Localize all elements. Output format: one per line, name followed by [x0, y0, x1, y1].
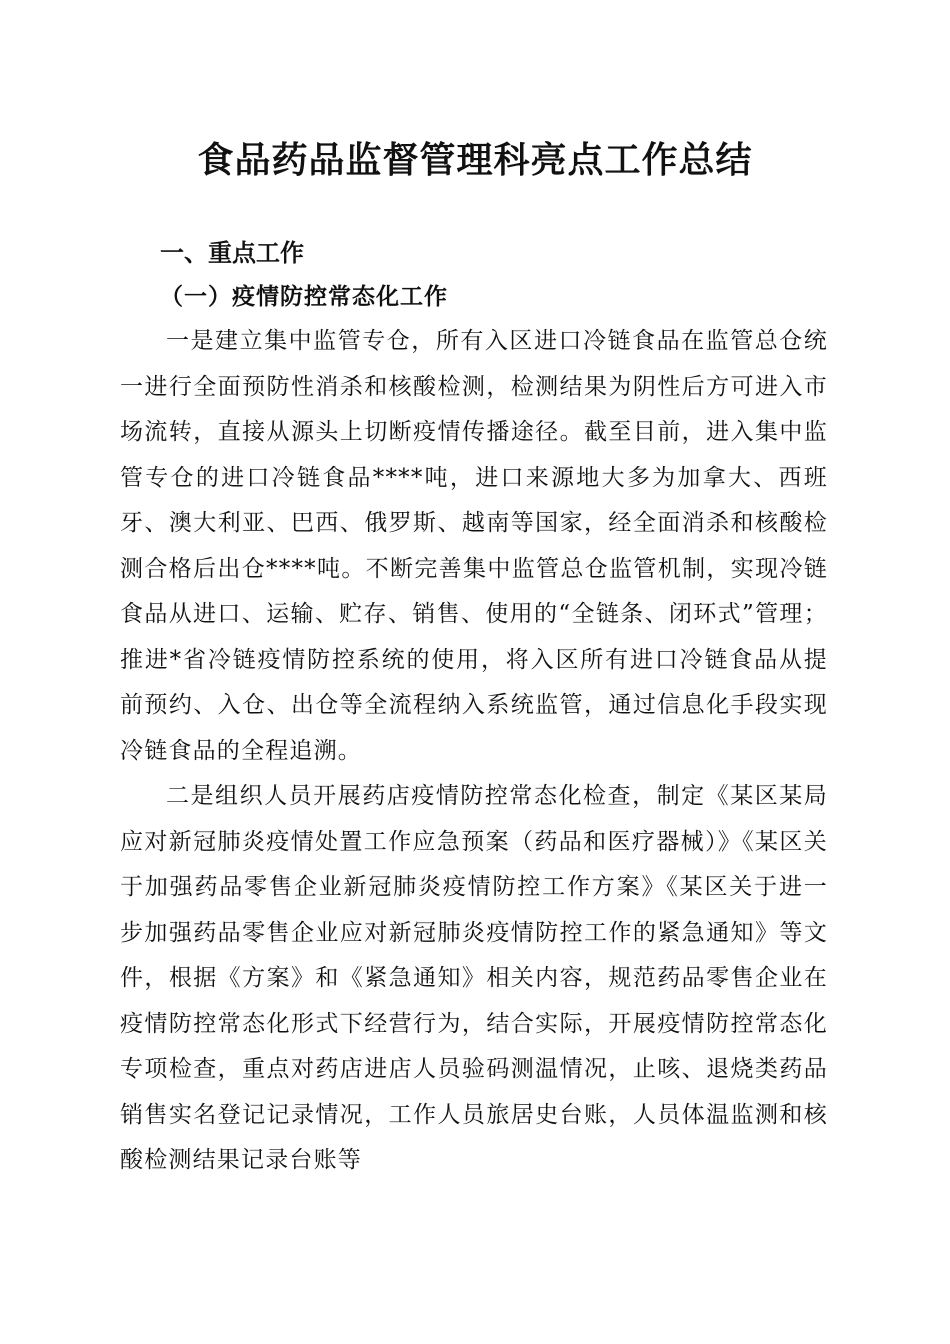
paragraph-pharmacy-inspection: 二是组织人员开展药店疫情防控常态化检查，制定《某区某局应对新冠肺炎疫情处置工作应急预案（药品和医疗器械）》《某区关于加强药品零售企业新冠肺炎疫情防控工作方案》《某区关于进一步加强药品零售企业应对新冠肺炎疫情防控工作的紧急通知》等文件，根据《方案》和《紧急通知》相关内容，规范药品零售企业在疫情防控常态化形式下经营行为，结合实际，开展疫情防控常态化专项检查，重点对药店进店人员验码测温情况，止咳、退烧类药品销售实名登记记录情况，工作人员旅居史台账，人员体温监测和核酸检测结果记录台账等	[120, 783, 828, 1173]
paragraph-cold-chain-warehouse: 一是建立集中监管专仓，所有入区进口冷链食品在监管总仓统一进行全面预防性消杀和核酸检测，检测结果为阴性后方可进入市场流转，直接从源头上切断疫情传播途径。截至目前，进入集中监管专仓的进口冷链食品****吨，进口来源地大多为加拿大、西班牙、澳大利亚、巴西、俄罗斯、越南等国家，经全面消杀和核酸检测合格后出仓****吨。不断完善集中监管总仓监管机制，实现冷链食品从进口、运输、贮存、销售、使用的“全链条、闭环式”管理；推进*省冷链疫情防控系统的使用，将入区所有进口冷链食品从提前预约、入仓、出仓等全流程纳入系统监管，通过信息化手段实现冷链食品的全程追溯。	[120, 328, 828, 764]
subsection-heading-epidemic-control: （一）疫情防控常态化工作	[160, 283, 448, 310]
document-title: 食品药品监督管理科亮点工作总结	[197, 139, 753, 181]
section-heading-key-work: 一、重点工作	[160, 239, 304, 267]
